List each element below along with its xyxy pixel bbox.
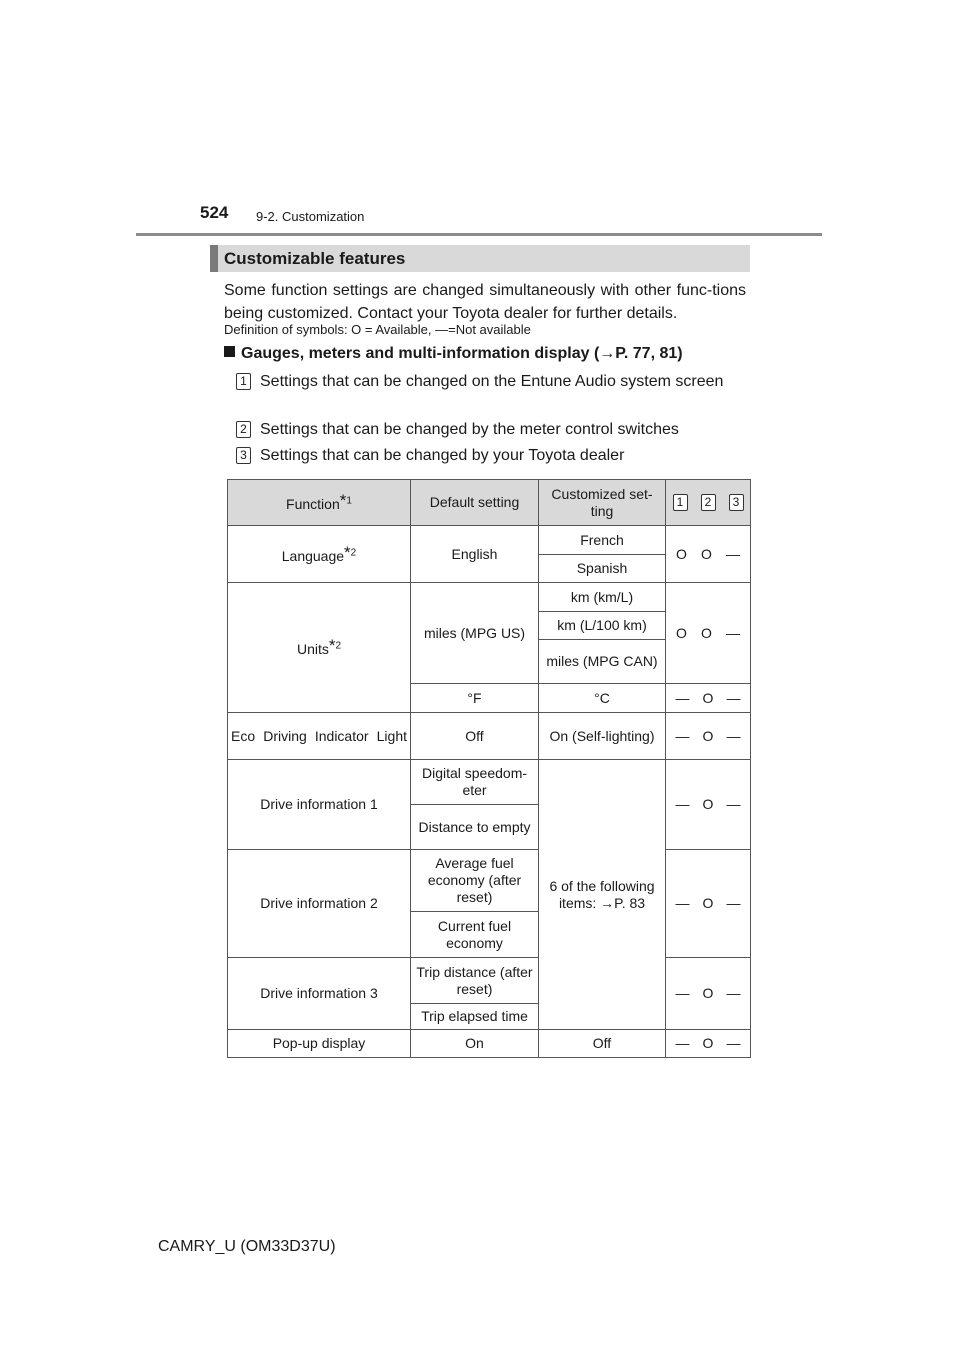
- section-banner: [210, 245, 750, 272]
- number-badge-2: 2: [236, 421, 251, 438]
- item-2-text: Settings that can be changed by the meter control switches: [260, 421, 679, 438]
- subsection-page-ref: P. 77, 81): [615, 345, 683, 362]
- default-cell: Trip distance (after reset): [411, 958, 539, 1004]
- custom-cell: Spanish: [539, 555, 666, 583]
- default-cell: Distance to empty: [411, 805, 539, 850]
- document-footer: CAMRY_U (OM33D37U): [158, 1238, 336, 1255]
- availability-cell: O O —: [666, 526, 751, 583]
- symbol-legend: Definition of symbols: O = Available, —=Not available: [224, 322, 531, 337]
- custom-cell: km (L/100 km): [539, 612, 666, 640]
- default-cell: Trip elapsed time: [411, 1004, 539, 1030]
- header-function: Function*$^1$: [228, 480, 411, 526]
- section-reference: 9-2. Customization: [256, 209, 365, 224]
- default-cell: miles (MPG US): [411, 583, 539, 684]
- custom-cell: French: [539, 526, 666, 555]
- table-row: [228, 958, 751, 1004]
- page-number: 524: [200, 203, 229, 222]
- custom-cell: On (Self-lighting): [539, 713, 666, 760]
- number-badge-1: 1: [236, 373, 251, 390]
- table-row: [228, 526, 751, 555]
- settings-table: [227, 479, 751, 1058]
- subsection-heading: [224, 345, 683, 363]
- availability-cell: — O —: [666, 958, 751, 1030]
- custom-cell: 6 of the following items: →P. 83: [539, 760, 666, 1030]
- function-cell: Drive information 3: [228, 958, 411, 1030]
- default-cell: Average fuel economy (after reset): [411, 850, 539, 912]
- item-3-text: Settings that can be changed by your Toyota dealer: [260, 447, 625, 464]
- default-cell: Digital speedom-eter: [411, 760, 539, 805]
- default-cell: Current fuel economy: [411, 912, 539, 958]
- custom-cell: °C: [539, 684, 666, 713]
- default-cell: English: [411, 526, 539, 583]
- square-bullet-icon: [224, 346, 235, 357]
- intro-paragraph: Some function settings are changed simultaneously with other func-tions being customized. Contact your Toyota dealer for further details.: [224, 282, 746, 322]
- function-cell: Drive information 1: [228, 760, 411, 850]
- table-row: [228, 850, 751, 912]
- section-title: Customizable features: [224, 249, 406, 268]
- availability-cell: — O —: [666, 684, 751, 713]
- availability-cell: O O —: [666, 583, 751, 684]
- custom-cell: km (km/L): [539, 583, 666, 612]
- table-row: [228, 760, 751, 805]
- availability-cell: — O —: [666, 713, 751, 760]
- item-1-text: Settings that can be changed on the Entune Audio system screen: [260, 373, 724, 390]
- column-badge-2: 2: [701, 494, 716, 511]
- function-cell: Units*$^2$: [228, 583, 411, 713]
- function-cell: Drive information 2: [228, 850, 411, 958]
- availability-cell: — O —: [666, 760, 751, 850]
- function-cell: Language*$^2$: [228, 526, 411, 583]
- header-divider: [136, 233, 822, 236]
- default-cell: Off: [411, 713, 539, 760]
- custom-cell: Off: [539, 1030, 666, 1058]
- availability-cell: — O —: [666, 1030, 751, 1058]
- number-badge-3: 3: [236, 447, 251, 464]
- table-row: [228, 713, 751, 760]
- column-badge-1: 1: [673, 494, 688, 511]
- table-row: [228, 1030, 751, 1058]
- default-cell: On: [411, 1030, 539, 1058]
- subsection-title: Gauges, meters and multi-information display (: [241, 345, 600, 362]
- function-cell: Eco Driving Indicator Light: [228, 713, 411, 760]
- column-badge-3: 3: [729, 494, 744, 511]
- header-customized-setting: Customized set-ting: [539, 480, 666, 526]
- availability-cell: — O —: [666, 850, 751, 958]
- header-availability-columns: [666, 480, 751, 526]
- default-cell: °F: [411, 684, 539, 713]
- header-default-setting: Default setting: [411, 480, 539, 526]
- function-cell: Pop-up display: [228, 1030, 411, 1058]
- table-row: [228, 583, 751, 612]
- arrow-icon: →: [599, 345, 616, 362]
- custom-cell: miles (MPG CAN): [539, 640, 666, 684]
- table-header-row: [228, 480, 751, 526]
